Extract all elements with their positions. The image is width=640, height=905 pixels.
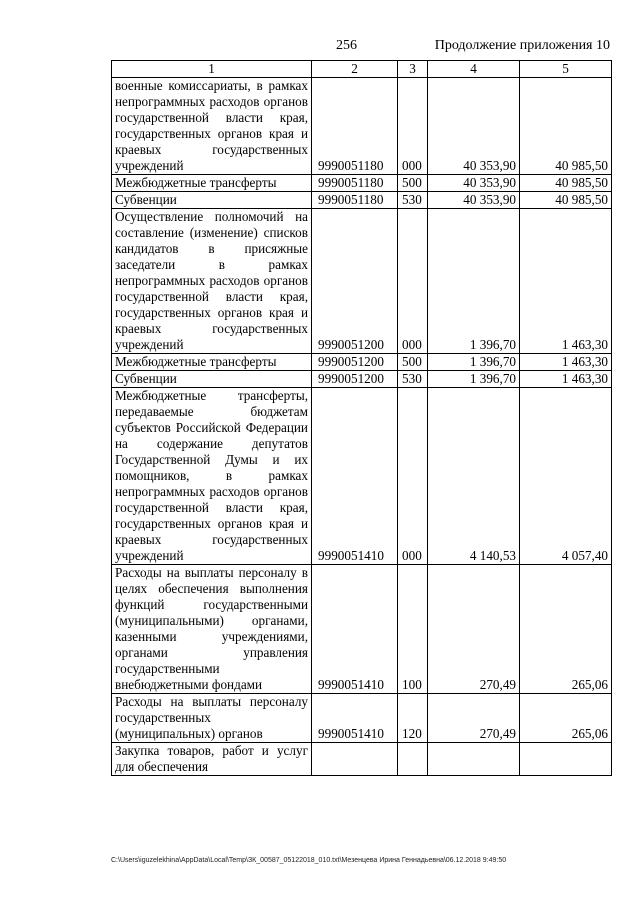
row-expense-type: 000	[398, 388, 428, 565]
row-expense-type: 100	[398, 565, 428, 694]
row-sum-1: 1 396,70	[428, 371, 520, 388]
row-expense-type: 000	[398, 78, 428, 175]
column-header: 1	[112, 61, 312, 78]
row-code: 9990051200	[312, 354, 398, 371]
table-header-row	[112, 61, 612, 78]
table-row	[112, 175, 612, 192]
row-description: Расходы на выплаты персоналу государственных (муниципальных) органов	[112, 694, 312, 743]
row-code: 9990051180	[312, 78, 398, 175]
row-sum-1: 270,49	[428, 694, 520, 743]
row-sum-1: 1 396,70	[428, 209, 520, 354]
table-row	[112, 192, 612, 209]
row-code: 9990051410	[312, 388, 398, 565]
row-code: 9990051410	[312, 565, 398, 694]
row-code: 9990051200	[312, 371, 398, 388]
row-sum-2: 1 463,30	[520, 371, 612, 388]
row-sum-1: 1 396,70	[428, 354, 520, 371]
row-description: Закупка товаров, работ и услуг для обеспечения	[112, 743, 312, 776]
row-description: Субвенции	[112, 371, 312, 388]
row-sum-2: 265,06	[520, 565, 612, 694]
row-code: 9990051200	[312, 209, 398, 354]
column-header: 5	[520, 61, 612, 78]
row-sum-2: 40 985,50	[520, 175, 612, 192]
row-sum-1: 4 140,53	[428, 388, 520, 565]
row-description: Осуществление полномочий на составление (изменение) списков кандидатов в присяжные заседатели в рамках непрограммных расходов органов государственной власти края, государственных органов края и краевых государственных учреждений	[112, 209, 312, 354]
row-sum-2: 40 985,50	[520, 78, 612, 175]
row-expense-type: 530	[398, 192, 428, 209]
row-sum-2: 1 463,30	[520, 354, 612, 371]
row-sum-2	[520, 743, 612, 776]
table-row	[112, 371, 612, 388]
table-row	[112, 694, 612, 743]
row-sum-1: 40 353,90	[428, 175, 520, 192]
row-description: Межбюджетные трансферты	[112, 354, 312, 371]
row-expense-type: 000	[398, 209, 428, 354]
row-sum-1: 40 353,90	[428, 78, 520, 175]
row-code: 9990051180	[312, 175, 398, 192]
column-header: 3	[398, 61, 428, 78]
budget-table	[111, 60, 612, 776]
row-sum-1: 270,49	[428, 565, 520, 694]
table-row	[112, 78, 612, 175]
row-sum-2: 1 463,30	[520, 209, 612, 354]
row-sum-1: 40 353,90	[428, 192, 520, 209]
row-expense-type: 500	[398, 175, 428, 192]
row-code: 9990051410	[312, 694, 398, 743]
row-code	[312, 743, 398, 776]
row-sum-2: 40 985,50	[520, 192, 612, 209]
row-expense-type	[398, 743, 428, 776]
row-description: военные комиссариаты, в рамках непрограммных расходов органов государственной власти края, государственных органов края и краевых государственных учреждений	[112, 78, 312, 175]
row-sum-2: 265,06	[520, 694, 612, 743]
row-sum-1	[428, 743, 520, 776]
row-description: Субвенции	[112, 192, 312, 209]
row-code: 9990051180	[312, 192, 398, 209]
row-expense-type: 500	[398, 354, 428, 371]
row-description: Межбюджетные трансферты	[112, 175, 312, 192]
continuation-label: Продолжение приложения 10	[434, 38, 610, 53]
table-row	[112, 743, 612, 776]
table-row	[112, 354, 612, 371]
row-sum-2: 4 057,40	[520, 388, 612, 565]
column-header: 4	[428, 61, 520, 78]
file-path-footer: C:\Users\iguzelekhina\AppData\Local\Temp\ЗК_00587_05122018_010.txt\Мезенцева Ирина Геннадьевна\06.12.2018 9:49:50	[111, 857, 507, 864]
row-description: Расходы на выплаты персоналу в целях обеспечения выполнения функций государственными (муниципальными) органами, казенными учреждениями, органами управления государственными внебюджетными фондами	[112, 565, 312, 694]
column-header: 2	[312, 61, 398, 78]
row-description: Межбюджетные трансферты, передаваемые бюджетам субъектов Российской Федерации на содержание депутатов Государственной Думы и их помощников, в рамках непрограммных расходов органов государственной власти края, государственных органов края и краевых государственных учреждений	[112, 388, 312, 565]
table-row	[112, 388, 612, 565]
row-expense-type: 530	[398, 371, 428, 388]
table-row	[112, 209, 612, 354]
row-expense-type: 120	[398, 694, 428, 743]
table-row	[112, 565, 612, 694]
page-number: 256	[336, 38, 357, 53]
